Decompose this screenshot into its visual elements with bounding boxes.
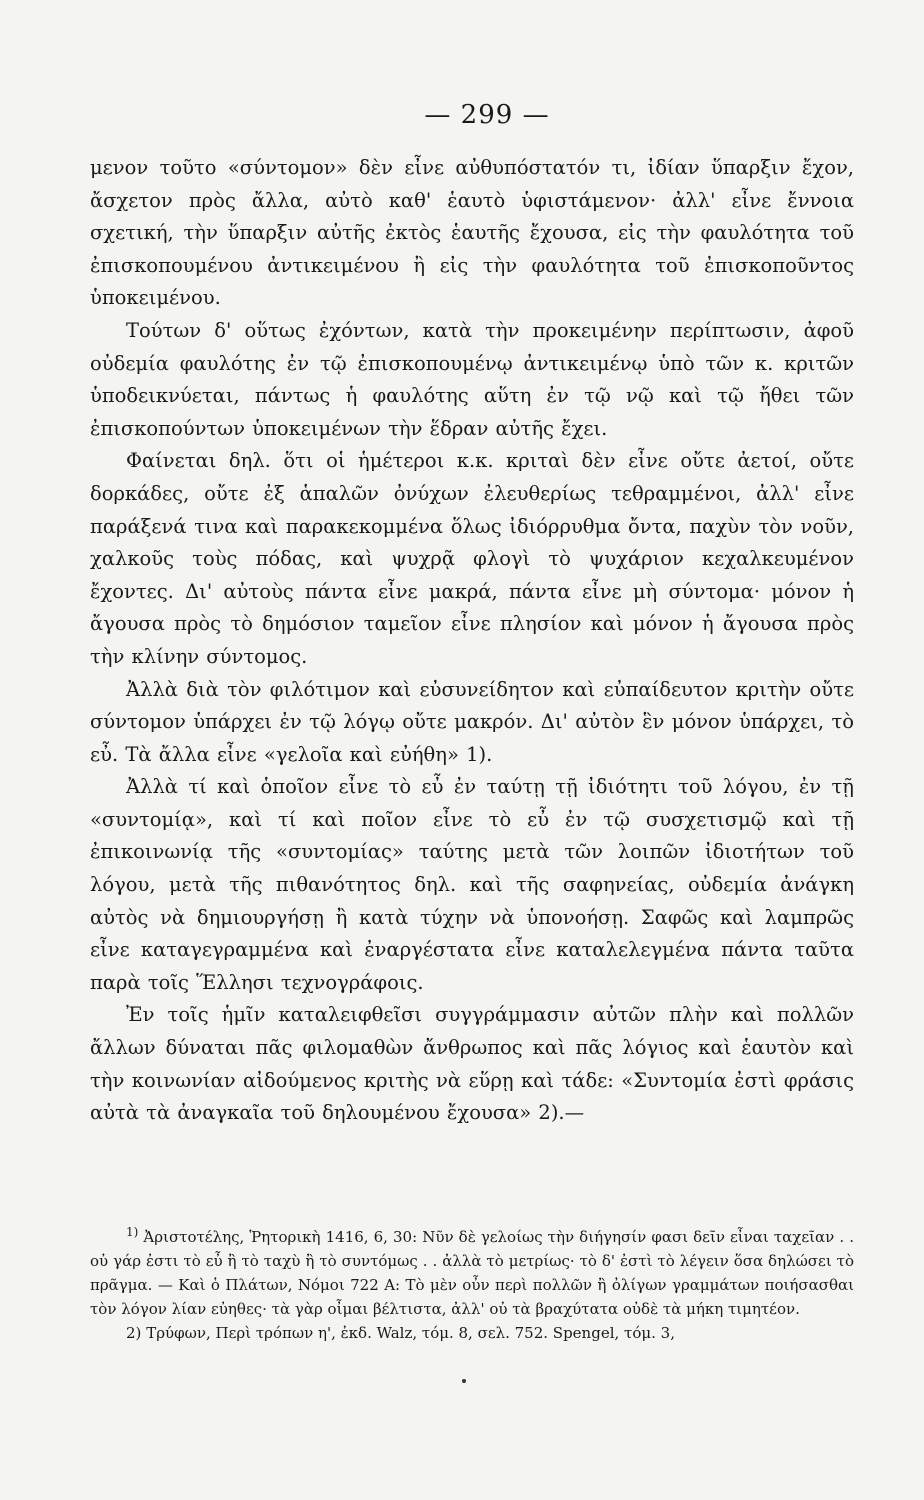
paragraph: Τούτων δ' οὕτως ἐχόντων, κατὰ τὴν προκειμένην περίπτωσιν, ἀφοῦ οὐδεμία φαυλότης ἐν τῷ ἐπισκοπουμένῳ ἀντικειμένῳ ὑπὸ τῶν κ. κριτῶν ὑποδεικνύεται, πάντως ἡ φαυλότης αὕτη ἐν τῷ νῷ καὶ τῷ ἤθει τῶν ἐπισκοπούντων ὑποκειμένων τὴν ἕδραν αὐτῆς ἔχει. [90,318,854,440]
footnotes [90,1220,854,1345]
footnote-text: Τρύφων, Περὶ τρόπων η', ἐκδ. Walz, τόμ. 8, σελ. 752. Spengel, τόμ. 3, [146,1323,675,1342]
paragraph: Ἀλλὰ τί καὶ ὁποῖον εἶνε τὸ εὖ ἐν ταύτῃ τῇ ἰδιότητι τοῦ λόγου, ἐν τῇ «συντομίᾳ», καὶ τί καὶ ποῖον εἶνε τὸ εὖ ἐν τῷ συσχετισμῷ καὶ τῇ ἐπικοινωνίᾳ τῆς «συντομίας» ταύτης μετὰ τῶν λοιπῶν ἰδιοτήτων τοῦ λόγου, μετὰ τῆς πιθανότητος δηλ. καὶ τῆς σαφηνείας, οὐδεμία ἀνάγκη αὐτὸς νὰ δημιουργήσῃ ἢ κατὰ τύχην νὰ ὑπονοήσῃ. Σαφῶς καὶ λαμπρῶς εἶνε καταγεγραμμένα καὶ ἐναργέστατα εἶνε καταλελεγμένα πάντα ταῦτα παρὰ τοῖς Ἕλλησι τεχνογράφοις. [90,775,854,994]
footnote [90,1321,854,1345]
paragraph: Ἀλλὰ διὰ τὸν φιλότιμον καὶ εὐσυνείδητον καὶ εὐπαίδευτον κριτὴν οὔτε σύντομον ὑπάρχει ἐν τῷ λόγῳ οὔτε μακρόν. Δι' αὐτὸν ἓν μόνον ὑπάρχει, τὸ εὖ. Τὰ ἄλλα εἶνε «γελοῖα καὶ εὐήθη» 1). [90,677,854,766]
page-number: — 299 — [424,100,550,130]
print-speck [462,1379,466,1383]
footnote-text: Ἀριστοτέλης, Ῥητορικὴ 1416, 6, 30: Νῦν δὲ γελοίως τὴν διήγησίν φασι δεῖν εἶναι ταχεῖαν . . οὐ γάρ ἐστι τὸ εὖ ἢ τὸ ταχὺ ἢ τὸ συντόμως . . ἀλλὰ τὸ μετρίως· τὸ δ' ἐστὶ τὸ λέγειν ὅσα δηλώσει τὸ πρᾶγμα. — Καὶ ὁ Πλάτων, Νόμοι 722 A: Τὸ μὲν οὖν περὶ πολλῶν ἢ ὀλίγων γραμμάτων ποιήσασθαι τὸν λόγον λίαν εὐηθες· τὰ γὰρ οἶμαι βέλτιστα, ἀλλ' οὐ τὰ βραχύτατα οὐδὲ τὰ μήκη τιμητέον. [90,1227,854,1318]
footnote [90,1220,854,1321]
paragraph: Φαίνεται δηλ. ὅτι οἱ ἡμέτεροι κ.κ. κριταὶ δὲν εἶνε οὔτε ἀετοί, οὔτε δορκάδες, οὔτε ἐξ ἁπαλῶν ὀνύχων ἐλευθερίως τεθραμμένοι, ἀλλ' εἶνε παράξενά τινα καὶ παρακεκομμένα ὅλως ἰδιόρρυθμα ὄντα, παχὺν τὸν νοῦν, χαλκοῦς τοὺς πόδας, καὶ ψυχρᾷ φλογὶ τὸ ψυχάριον κεχαλκευμένον ἔχοντες. Δι' αὐτοὺς πάντα εἶνε μακρά, πάντα εἶνε μὴ σύντομα· μόνον ἡ ἄγουσα πρὸς τὸ δημόσιον ταμεῖον εἶνε πλησίον καὶ μόνον ἡ ἄγουσα πρὸς τὴν κλίνην σύντομος. [90,449,854,668]
footnote-mark: 2) [126,1323,142,1342]
paragraph: Ἐν τοῖς ἡμῖν καταλειφθεῖσι συγγράμμασιν αὐτῶν πλὴν καὶ πολλῶν ἄλλων δύναται πᾶς φιλομαθὼν ἄνθρωπος καὶ πᾶς λόγιος καὶ ἑαυτὸν καὶ τὴν κοινωνίαν αἰδούμενος κριτὴς νὰ εὕρῃ καὶ τάδε: «Συντομία ἐστὶ φράσις αὐτὰ τὰ ἀναγκαῖα τοῦ δηλουμένου ἔχουσα» 2).— [90,1003,854,1125]
body-text [90,152,854,1130]
paragraph: μενον τοῦτο «σύντομον» δὲν εἶνε αὐθυπόστατόν τι, ἰδίαν ὕπαρξιν ἔχον, ἄσχετον πρὸς ἄλλα, αὐτὸ καθ' ἑαυτὸ ὑφιστάμενον· ἀλλ' εἶνε ἔννοια σχετική, τὴν ὕπαρξιν αὐτῆς ἐκτὸς ἑαυτῆς ἔχουσα, εἰς τὴν φαυλότητα τοῦ ἐπισκοπουμένου ἀντικειμένου ἢ εἰς τὴν φαυλότητα τοῦ ἐπισκοποῦντος ὑποκειμένου. [90,156,854,310]
footnote-mark: 1) [126,1224,139,1239]
